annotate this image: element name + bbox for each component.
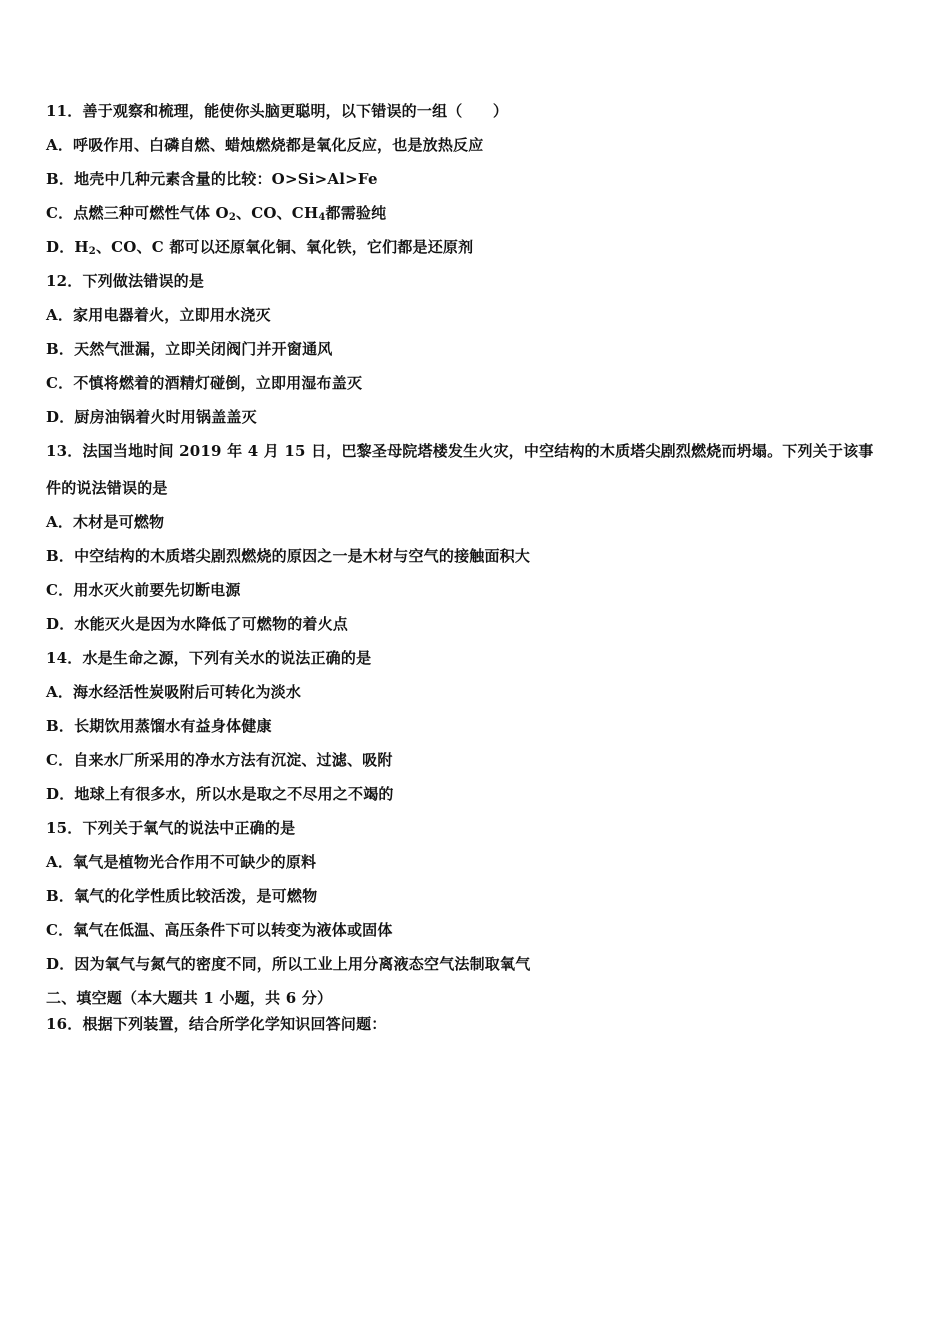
- question-14-option-a: A．海水经活性炭吸附后可转化为淡水: [46, 683, 302, 701]
- question-11-option-c: [46, 203, 386, 223]
- subscript-2: 2: [228, 212, 236, 223]
- option-c-text-2: 、CO、CH: [236, 204, 319, 222]
- question-15-option-a: A．氧气是植物光合作用不可缺少的原料: [46, 853, 317, 871]
- question-13-stem-line-1: 13．法国当地时间 2019 年 4 月 15 日，巴黎圣母院塔楼发生火灾，中空结构的木质塔尖剧烈燃烧而坍塌。下列关于该事: [46, 442, 874, 460]
- question-12-stem: 12．下列做法错误的是: [46, 272, 205, 290]
- question-11-option-d: [46, 237, 473, 257]
- question-12-option-c: C．不慎将燃着的酒精灯碰倒，立即用湿布盖灭: [46, 374, 363, 392]
- section-2-heading: 二、填空题（本大题共 1 小题，共 6 分）: [46, 989, 333, 1007]
- question-13-option-b: B．中空结构的木质塔尖剧烈燃烧的原因之一是木材与空气的接触面积大: [46, 547, 531, 565]
- option-c-text-3: 都需验纯: [325, 204, 387, 222]
- option-d-text-1: D．H: [46, 238, 89, 256]
- question-14-stem: 14．水是生命之源，下列有关水的说法正确的是: [46, 649, 372, 667]
- question-13-option-c: C．用水灭火前要先切断电源: [46, 581, 241, 599]
- question-12-option-a: A．家用电器着火，立即用水浇灭: [46, 306, 271, 324]
- question-15-stem: 15．下列关于氧气的说法中正确的是: [46, 819, 296, 837]
- question-15-option-b: B．氧气的化学性质比较活泼，是可燃物: [46, 887, 318, 905]
- question-11-stem: 11．善于观察和梳理，能使你头脑更聪明，以下错误的一组（ ）: [46, 102, 509, 120]
- question-13-option-d: D．水能灭火是因为水降低了可燃物的着火点: [46, 615, 349, 633]
- question-15-option-c: C．氧气在低温、高压条件下可以转变为液体或固体: [46, 921, 393, 939]
- question-14-option-c: C．自来水厂所采用的净水方法有沉淀、过滤、吸附: [46, 751, 393, 769]
- question-12-option-b: B．天然气泄漏，立即关闭阀门并开窗通风: [46, 340, 333, 358]
- subscript-2: 2: [88, 246, 96, 257]
- question-14-option-b: B．长期饮用蒸馏水有益身体健康: [46, 717, 272, 735]
- question-11-option-b: B．地壳中几种元素含量的比较：O>Si>Al>Fe: [46, 170, 378, 188]
- question-13-stem-line-2: 件的说法错误的是: [46, 479, 168, 497]
- question-14-option-d: D．地球上有很多水，所以水是取之不尽用之不竭的: [46, 785, 394, 803]
- subscript-4: 4: [318, 212, 326, 223]
- option-d-text-2: 、CO、C 都可以还原氧化铜、氧化铁，它们都是还原剂: [95, 238, 474, 256]
- question-13-option-a: A．木材是可燃物: [46, 513, 165, 531]
- question-12-option-d: D．厨房油锅着火时用锅盖盖灭: [46, 408, 257, 426]
- question-16-stem: 16．根据下列装置，结合所学化学知识回答问题：: [46, 1015, 387, 1033]
- option-c-text-1: C．点燃三种可燃性气体 O: [46, 204, 229, 222]
- question-11-option-a: A．呼吸作用、白磷自燃、蜡烛燃烧都是氧化反应，也是放热反应: [46, 136, 484, 154]
- question-15-option-d: D．因为氧气与氮气的密度不同，所以工业上用分离液态空气法制取氧气: [46, 955, 531, 973]
